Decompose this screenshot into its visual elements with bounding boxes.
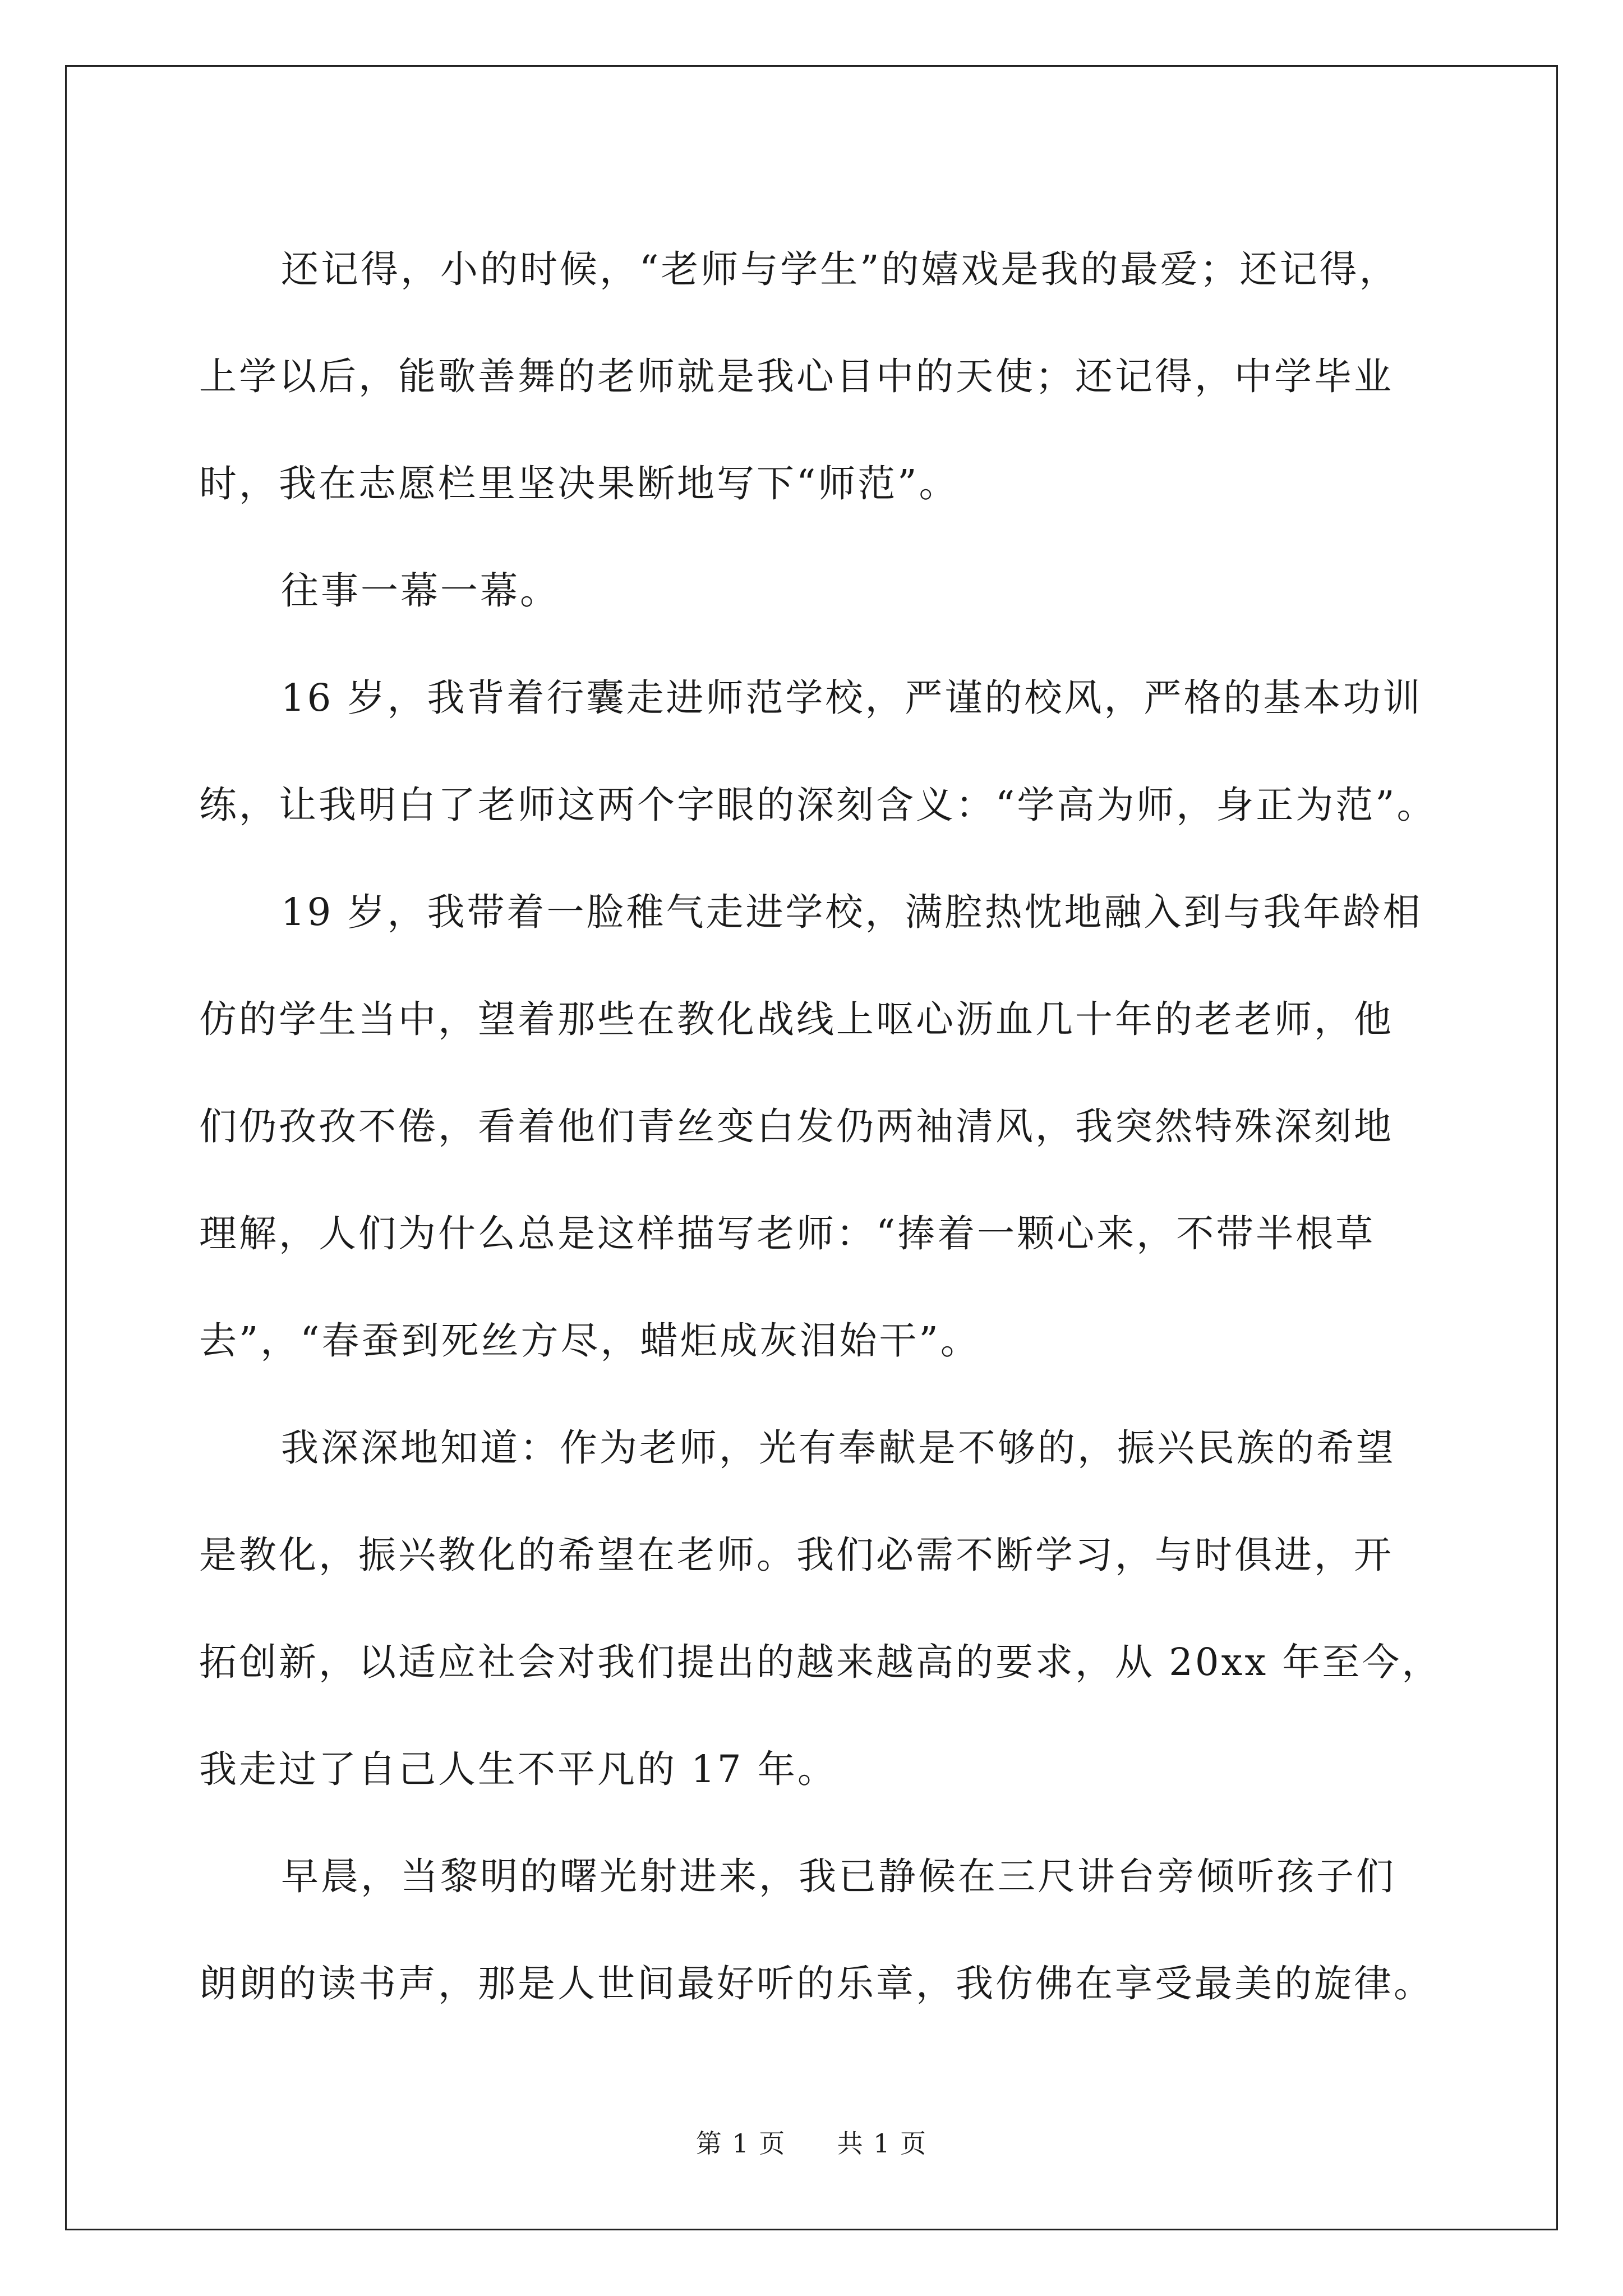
paragraph-4 xyxy=(199,859,1427,1395)
paragraph-6 xyxy=(199,1823,1433,2037)
paragraph-line: 还记得，小的时候，“老师与学生”的嬉戏是我的最爱；还记得， xyxy=(281,247,1399,291)
paragraph-line: 上学以后，能歌善舞的老师就是我心目中的天使；还记得，中学毕业 xyxy=(199,355,1394,398)
document-body xyxy=(199,216,1442,2037)
paragraph-line: 拓创新，以适应社会对我们提出的越来越高的要求，从 20xx 年至今， xyxy=(199,1640,1442,1684)
paragraph-line: 16 岁，我背着行囊走进师范学校，严谨的校风，严格的基本功训 xyxy=(281,676,1423,720)
paragraph-line: 朗朗的读书声，那是人世间最好听的乐章，我仿佛在享受最美的旋律。 xyxy=(199,1962,1433,2005)
paragraph-line: 们仍孜孜不倦，看着他们青丝变白发仍两袖清风，我突然特殊深刻地 xyxy=(199,1105,1394,1148)
paragraph-1 xyxy=(199,216,1427,537)
page-number: 第 1 页 xyxy=(695,2128,786,2159)
paragraph-line: 19 岁，我带着一脸稚气走进学校，满腔热忱地融入到与我年龄相 xyxy=(281,890,1423,934)
paragraph-3 xyxy=(199,645,1437,859)
paragraph-line: 理解，人们为什么总是这样描写老师：“捧着一颗心来，不带半根草 xyxy=(199,1212,1376,1255)
paragraph-line: 仿的学生当中，望着那些在教化战线上呕心沥血几十年的老老师，他 xyxy=(199,997,1394,1041)
page-footer xyxy=(0,2123,1623,2160)
page-total: 共 1 页 xyxy=(837,2128,928,2159)
paragraph-line: 早晨，当黎明的曙光射进来，我已静候在三尺讲台旁倾听孩子们 xyxy=(281,1855,1396,1898)
paragraph-line: 去”，“春蚕到死丝方尽，蜡炬成灰泪始干”。 xyxy=(199,1319,980,1363)
paragraph-line: 是教化，振兴教化的希望在老师。我们必需不断学习，与时俱进，开 xyxy=(199,1533,1394,1577)
paragraph-line: 练，让我明白了老师这两个字眼的深刻含义：“学高为师，身正为范”。 xyxy=(199,783,1437,827)
paragraph-line: 我深深地知道：作为老师，光有奉献是不够的，振兴民族的希望 xyxy=(281,1426,1396,1470)
paragraph-line: 我走过了自己人生不平凡的 17 年。 xyxy=(199,1747,837,1791)
paragraph-5 xyxy=(199,1395,1442,1823)
paragraph-line: 往事一幕一幕。 xyxy=(281,569,560,613)
paragraph-2 xyxy=(199,537,1427,645)
paragraph-line: 时，我在志愿栏里坚决果断地写下“师范”。 xyxy=(199,462,959,505)
